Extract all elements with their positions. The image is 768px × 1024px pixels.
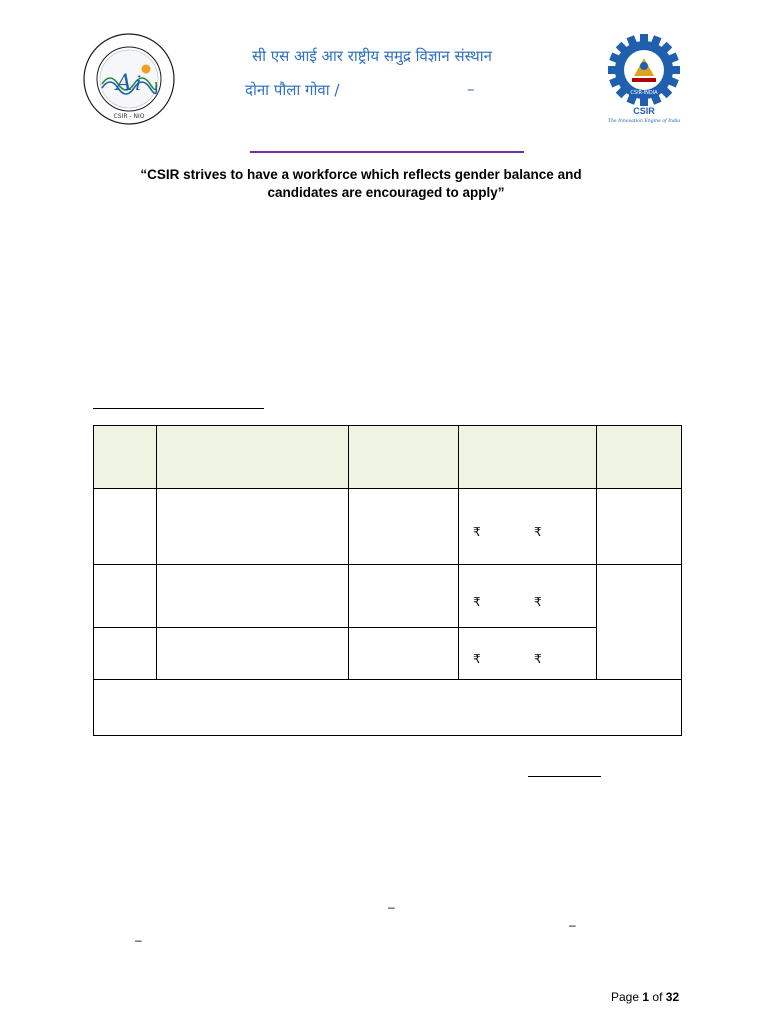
header-cell [94, 426, 157, 489]
total-pages: 32 [665, 990, 680, 1004]
table-footer-row [94, 679, 682, 735]
table-cell [157, 489, 349, 565]
dash-mark: – [135, 933, 142, 947]
table-cell [157, 565, 349, 627]
signature-underline [528, 776, 601, 777]
table-note-cell [94, 679, 682, 735]
rupee-symbol: ₹ [473, 525, 481, 540]
csir-logo-tagline: The Innovation Engine of India [607, 119, 681, 124]
table-row [94, 489, 682, 565]
rupee-symbol: ₹ [534, 651, 542, 666]
address-hindi: दोना पौला गोवा / [245, 81, 340, 99]
posts-table [93, 425, 682, 736]
table-cell [597, 489, 682, 565]
nio-logo-emblem [80, 32, 178, 126]
csir-logo [605, 34, 683, 126]
gender-balance-quote-line2: candidates are encouraged to apply” [267, 185, 505, 200]
rupee-symbol: ₹ [473, 595, 481, 610]
table-cell [349, 489, 459, 565]
header-cell [459, 426, 597, 489]
csir-gear-emblem [605, 34, 683, 126]
rupee-symbol: ₹ [534, 595, 542, 610]
dash-mark: – [569, 918, 576, 932]
current-page: 1 [642, 990, 650, 1004]
table-row [94, 627, 682, 679]
rupee-symbol: ₹ [534, 525, 542, 540]
nio-logo [80, 32, 178, 126]
section-heading-underline [93, 408, 264, 409]
institute-name-hindi: सी एस आई आर राष्ट्रीय समुद्र विज्ञान संस्थान [252, 47, 492, 65]
gender-balance-quote-line1: “CSIR strives to have a workforce which reflects gender balance and [140, 167, 582, 182]
table-cell [94, 489, 157, 565]
page-word: Page [611, 990, 640, 1004]
svg-text:i: i [135, 71, 142, 95]
dash-mark: – [388, 900, 395, 914]
csir-logo-label: CSIR [633, 106, 655, 116]
header-cell [349, 426, 459, 489]
header-cell [157, 426, 349, 489]
header-cell [597, 426, 682, 489]
svg-text:A: A [116, 71, 132, 96]
header-divider [250, 151, 524, 153]
table-cell [349, 627, 459, 679]
pay-level-cell [459, 627, 597, 679]
table-header-row [94, 426, 682, 489]
of-word: of [652, 990, 663, 1004]
table-cell [94, 565, 157, 627]
table-cell [349, 565, 459, 627]
page-number [611, 990, 679, 1004]
table-cell [94, 627, 157, 679]
pay-level-cell [459, 489, 597, 565]
table-row [94, 565, 682, 627]
svg-text:CSIR-INDIA: CSIR-INDIA [630, 90, 658, 96]
table-cell [157, 627, 349, 679]
address-dash: – [467, 80, 475, 98]
merged-cell [597, 565, 682, 679]
rupee-symbol: ₹ [473, 651, 481, 666]
pay-level-cell [459, 565, 597, 627]
svg-text:CSIR - NIO: CSIR - NIO [113, 113, 145, 120]
